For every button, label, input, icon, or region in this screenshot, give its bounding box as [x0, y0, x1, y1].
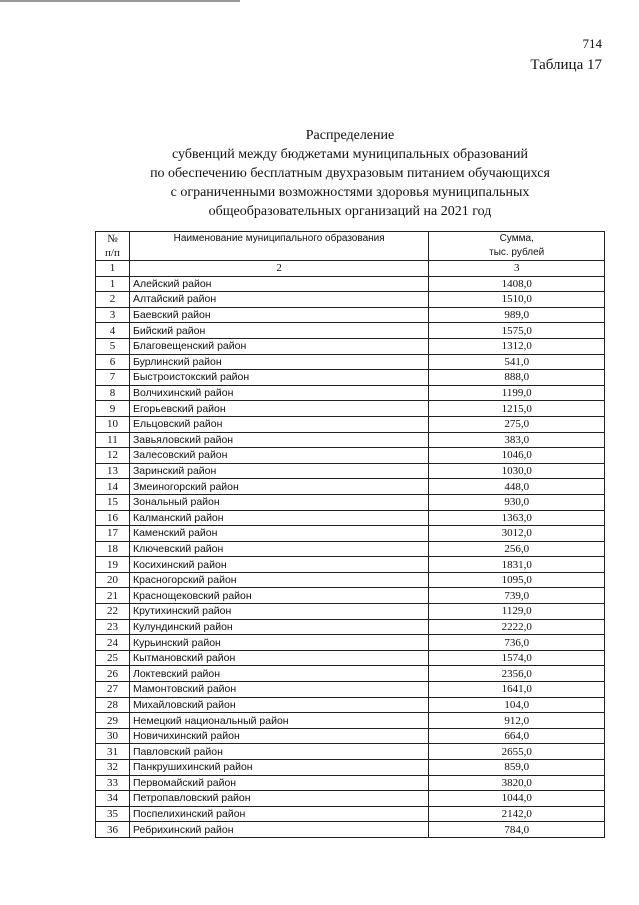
amount: 2142,0 [429, 806, 605, 822]
row-number: 13 [96, 463, 130, 479]
document-title [95, 126, 605, 221]
amount: 1831,0 [429, 557, 605, 573]
row-number: 8 [96, 385, 130, 401]
row-number: 11 [96, 432, 130, 448]
municipality-name: Алтайский район [129, 292, 428, 308]
title-line: Распределение [305, 128, 395, 143]
table-row [96, 370, 605, 386]
row-number: 17 [96, 526, 130, 542]
amount: 256,0 [429, 541, 605, 557]
table-row [96, 588, 605, 604]
column-index: 1 [96, 261, 130, 277]
table-row [96, 666, 605, 682]
amount: 1574,0 [429, 650, 605, 666]
municipality-name: Егорьевский район [129, 401, 428, 417]
amount: 1030,0 [429, 463, 605, 479]
municipality-name: Кытмановский район [129, 650, 428, 666]
table-row [96, 650, 605, 666]
amount: 448,0 [429, 479, 605, 495]
amount: 541,0 [429, 354, 605, 370]
amount: 1215,0 [429, 401, 605, 417]
table-row [96, 541, 605, 557]
municipality-name: Баевский район [129, 307, 428, 323]
row-number: 18 [96, 541, 130, 557]
amount: 1046,0 [429, 448, 605, 464]
municipality-name: Волчихинский район [129, 385, 428, 401]
row-number: 4 [96, 323, 130, 339]
table-row [96, 463, 605, 479]
amount: 888,0 [429, 370, 605, 386]
row-number: 24 [96, 635, 130, 651]
table-row [96, 697, 605, 713]
row-number: 26 [96, 666, 130, 682]
amount: 1408,0 [429, 276, 605, 292]
header-number-line2: п/п [105, 247, 120, 259]
row-number: 16 [96, 510, 130, 526]
row-number: 15 [96, 494, 130, 510]
table-row [96, 682, 605, 698]
amount: 736,0 [429, 635, 605, 651]
amount: 1095,0 [429, 572, 605, 588]
header-sum-line2: тыс. рублей [489, 247, 545, 258]
table-row [96, 635, 605, 651]
table-row [96, 713, 605, 729]
amount: 1044,0 [429, 791, 605, 807]
municipality-name: Новичихинский район [129, 728, 428, 744]
municipality-name: Курьинский район [129, 635, 428, 651]
row-number: 30 [96, 728, 130, 744]
amount: 739,0 [429, 588, 605, 604]
amount: 989,0 [429, 307, 605, 323]
amount: 930,0 [429, 494, 605, 510]
table-row [96, 806, 605, 822]
table-row [96, 510, 605, 526]
municipality-name: Красногорский район [129, 572, 428, 588]
page-number: 714 [582, 36, 602, 51]
title-line: по обеспечению бесплатным двухразовым питанием обучающихся [150, 166, 550, 181]
municipality-name: Калманский район [129, 510, 428, 526]
row-number: 27 [96, 682, 130, 698]
municipality-name: Локтевский район [129, 666, 428, 682]
row-number: 33 [96, 775, 130, 791]
table-row [96, 791, 605, 807]
row-number: 25 [96, 650, 130, 666]
municipality-name: Залесовский район [129, 448, 428, 464]
amount: 3012,0 [429, 526, 605, 542]
amount: 275,0 [429, 416, 605, 432]
amount: 1641,0 [429, 682, 605, 698]
title-line: субвенций между бюджетами муниципальных образований [172, 147, 528, 162]
table-body [96, 276, 605, 837]
header-sum-line1: Сумма, [499, 233, 534, 244]
amount: 1199,0 [429, 385, 605, 401]
table-row [96, 292, 605, 308]
row-number: 22 [96, 604, 130, 620]
row-number: 34 [96, 791, 130, 807]
row-number: 10 [96, 416, 130, 432]
row-number: 32 [96, 760, 130, 776]
amount: 1510,0 [429, 292, 605, 308]
row-number: 31 [96, 744, 130, 760]
amount: 2222,0 [429, 619, 605, 635]
municipality-name: Зональный район [129, 494, 428, 510]
table-row [96, 338, 605, 354]
municipality-name: Поспелихинский район [129, 806, 428, 822]
municipality-name: Первомайский район [129, 775, 428, 791]
municipality-name: Благовещенский район [129, 338, 428, 354]
amount: 859,0 [429, 760, 605, 776]
column-index-row [96, 261, 605, 277]
row-number: 9 [96, 401, 130, 417]
row-number: 28 [96, 697, 130, 713]
table-row [96, 775, 605, 791]
municipality-name: Петропавловский район [129, 791, 428, 807]
header-number-line1: № [107, 233, 118, 245]
amount: 1575,0 [429, 323, 605, 339]
amount: 104,0 [429, 697, 605, 713]
row-number: 19 [96, 557, 130, 573]
table-row [96, 619, 605, 635]
table-row [96, 604, 605, 620]
row-number: 2 [96, 292, 130, 308]
municipality-name: Павловский район [129, 744, 428, 760]
scan-edge-line [0, 0, 240, 2]
row-number: 6 [96, 354, 130, 370]
municipality-name: Ребрихинский район [129, 822, 428, 838]
municipality-name: Михайловский район [129, 697, 428, 713]
row-number: 12 [96, 448, 130, 464]
municipality-name: Крутихинский район [129, 604, 428, 620]
municipality-name: Краснощековский район [129, 588, 428, 604]
table-row [96, 276, 605, 292]
municipality-name: Немецкий национальный район [129, 713, 428, 729]
row-number: 1 [96, 276, 130, 292]
table-row [96, 385, 605, 401]
table-row [96, 432, 605, 448]
column-index: 3 [429, 261, 605, 277]
municipality-name: Завьяловский район [129, 432, 428, 448]
distribution-table [95, 231, 605, 838]
municipality-name: Ключевский район [129, 541, 428, 557]
row-number: 21 [96, 588, 130, 604]
table-row [96, 526, 605, 542]
amount: 383,0 [429, 432, 605, 448]
amount: 912,0 [429, 713, 605, 729]
municipality-name: Бурлинский район [129, 354, 428, 370]
amount: 664,0 [429, 728, 605, 744]
row-number: 7 [96, 370, 130, 386]
municipality-name: Алейский район [129, 276, 428, 292]
municipality-name: Заринский район [129, 463, 428, 479]
table-row [96, 307, 605, 323]
table-header-row [96, 232, 605, 261]
header-sum [429, 232, 605, 261]
municipality-name: Бийский район [129, 323, 428, 339]
table-row [96, 744, 605, 760]
table-row [96, 728, 605, 744]
table-row [96, 760, 605, 776]
table-row [96, 494, 605, 510]
table-row [96, 448, 605, 464]
municipality-name: Мамонтовский район [129, 682, 428, 698]
municipality-name: Кулундинский район [129, 619, 428, 635]
title-line: общеобразовательных организаций на 2021 год [208, 204, 492, 219]
municipality-name: Панкрушихинский район [129, 760, 428, 776]
table-label: Таблица 17 [530, 57, 602, 73]
row-number: 3 [96, 307, 130, 323]
amount: 784,0 [429, 822, 605, 838]
header-name: Наименование муниципального образования [129, 232, 428, 261]
row-number: 5 [96, 338, 130, 354]
amount: 2655,0 [429, 744, 605, 760]
table-row [96, 323, 605, 339]
table-row [96, 572, 605, 588]
amount: 2356,0 [429, 666, 605, 682]
amount: 1363,0 [429, 510, 605, 526]
title-line: с ограниченными возможностями здоровья муниципальных [170, 185, 530, 200]
municipality-name: Змеиногорский район [129, 479, 428, 495]
row-number: 14 [96, 479, 130, 495]
municipality-name: Косихинский район [129, 557, 428, 573]
table-row [96, 354, 605, 370]
table-row [96, 416, 605, 432]
amount: 1312,0 [429, 338, 605, 354]
table-row [96, 479, 605, 495]
row-number: 23 [96, 619, 130, 635]
amount: 3820,0 [429, 775, 605, 791]
row-number: 35 [96, 806, 130, 822]
municipality-name: Каменский район [129, 526, 428, 542]
header-number [96, 232, 130, 261]
table-row [96, 557, 605, 573]
row-number: 20 [96, 572, 130, 588]
municipality-name: Ельцовский район [129, 416, 428, 432]
column-index: 2 [129, 261, 428, 277]
row-number: 36 [96, 822, 130, 838]
amount: 1129,0 [429, 604, 605, 620]
table-row [96, 822, 605, 838]
municipality-name: Быстроистокский район [129, 370, 428, 386]
row-number: 29 [96, 713, 130, 729]
table-row [96, 401, 605, 417]
